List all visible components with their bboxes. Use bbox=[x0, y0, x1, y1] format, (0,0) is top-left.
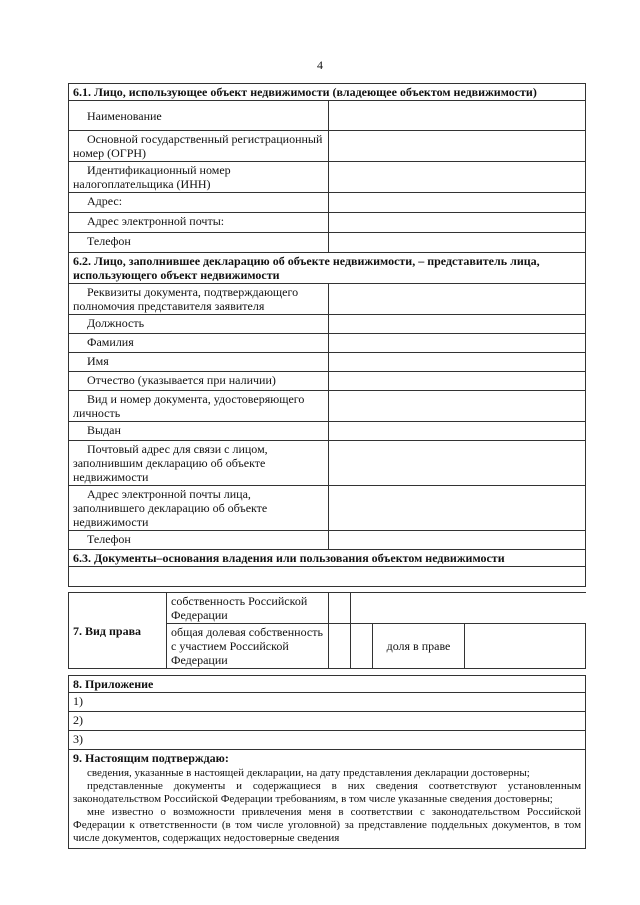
share-label: доля в праве bbox=[373, 624, 465, 669]
row-label-position: Должность bbox=[69, 315, 329, 334]
table-row bbox=[69, 422, 586, 441]
confirmation-text bbox=[69, 766, 586, 849]
section-9-body bbox=[69, 766, 586, 849]
page-number: 4 bbox=[317, 58, 323, 72]
right-option-federal: собственность Российской Федерации bbox=[167, 593, 329, 624]
attachment-item-3[interactable]: 3) bbox=[69, 731, 586, 750]
row-label-rep-phone: Телефон bbox=[69, 531, 329, 550]
section-7-title: 7. Вид права bbox=[69, 593, 167, 669]
table-row bbox=[69, 162, 586, 193]
spacer-row bbox=[69, 669, 586, 676]
right-option-shared: общая долевая собственность с участием Российской Федерации bbox=[167, 624, 329, 669]
table-row bbox=[69, 315, 586, 334]
field-ownership-documents[interactable] bbox=[69, 567, 586, 587]
table-row bbox=[69, 284, 586, 315]
section-6-1-header bbox=[69, 84, 586, 101]
section-9-title: 9. Настоящим подтверждаю: bbox=[69, 750, 586, 767]
table-row bbox=[69, 712, 586, 731]
field-email[interactable] bbox=[329, 213, 586, 233]
section-8-title: 8. Приложение bbox=[69, 676, 586, 693]
section-6-3-title: 6.3. Документы–основания владения или пользования объектом недвижимости bbox=[69, 550, 586, 567]
table-row bbox=[69, 353, 586, 372]
field-postal-address[interactable] bbox=[329, 441, 586, 486]
section-6-3-header bbox=[69, 550, 586, 567]
attachment-item-2[interactable]: 2) bbox=[69, 712, 586, 731]
checkbox-federal[interactable] bbox=[329, 593, 351, 624]
row-label-patronymic: Отчество (указывается при наличии) bbox=[69, 372, 329, 391]
table-row bbox=[69, 101, 586, 131]
field-authority-doc[interactable] bbox=[329, 284, 586, 315]
field-position[interactable] bbox=[329, 315, 586, 334]
table-row bbox=[69, 233, 586, 253]
table-row bbox=[69, 693, 586, 712]
table-row bbox=[69, 391, 586, 422]
table-row bbox=[69, 193, 586, 213]
confirmation-paragraph-1: сведения, указанные в настоящей декларации, на дату представления декларации достоверны; bbox=[87, 767, 530, 779]
field-phone[interactable] bbox=[329, 233, 586, 253]
table-row bbox=[69, 531, 586, 550]
blank-cell bbox=[351, 624, 373, 669]
section-6-2-header bbox=[69, 253, 586, 284]
row-label-rep-email: Адрес электронной почты лица, заполнившего декларацию об объекте недвижимости bbox=[69, 486, 329, 531]
field-address[interactable] bbox=[329, 193, 586, 213]
confirmation-paragraph-2: представленные документы и содержащиеся в них сведения соответствуют установленным законодательством Российской Федерации требованиям, в том числе указанные сведения достоверны; bbox=[73, 780, 582, 805]
field-rep-email[interactable] bbox=[329, 486, 586, 531]
row-label-issued: Выдан bbox=[69, 422, 329, 441]
row-label-postal-address: Почтовый адрес для связи с лицом, заполнившим декларацию об объекте недвижимости bbox=[69, 441, 329, 486]
row-label-authority-doc: Реквизиты документа, подтверждающего полномочия представителя заявителя bbox=[69, 284, 329, 315]
right-type-row-1 bbox=[69, 593, 586, 624]
field-share[interactable] bbox=[465, 624, 586, 669]
field-ogrn[interactable] bbox=[329, 131, 586, 162]
field-surname[interactable] bbox=[329, 334, 586, 353]
section-6-2-title: 6.2. Лицо, заполнившее декларацию об объекте недвижимости, – представитель лица, использующего объект недвижимости bbox=[69, 253, 586, 284]
table-row bbox=[69, 131, 586, 162]
spacer bbox=[69, 669, 586, 676]
table-row bbox=[69, 213, 586, 233]
row-label-email: Адрес электронной почты: bbox=[69, 213, 329, 233]
section-8-header bbox=[69, 676, 586, 693]
field-id-doc[interactable] bbox=[329, 391, 586, 422]
field-issued[interactable] bbox=[329, 422, 586, 441]
field-inn[interactable] bbox=[329, 162, 586, 193]
blank-cell bbox=[351, 593, 586, 624]
checkbox-shared[interactable] bbox=[329, 624, 351, 669]
row-label-inn: Идентификационный номер налогоплательщика (ИНН) bbox=[69, 162, 329, 193]
row-label-address: Адрес: bbox=[69, 193, 329, 213]
section-6-1-title: 6.1. Лицо, использующее объект недвижимости (владеющее объектом недвижимости) bbox=[69, 84, 586, 101]
attachment-item-1[interactable]: 1) bbox=[69, 693, 586, 712]
row-label-name: Наименование bbox=[69, 101, 329, 131]
section-9-header bbox=[69, 750, 586, 767]
field-name[interactable] bbox=[329, 101, 586, 131]
table-row bbox=[69, 486, 586, 531]
field-patronymic[interactable] bbox=[329, 372, 586, 391]
field-rep-phone[interactable] bbox=[329, 531, 586, 550]
row-label-phone: Телефон bbox=[69, 233, 329, 253]
row-label-surname: Фамилия bbox=[69, 334, 329, 353]
row-label-first-name: Имя bbox=[69, 353, 329, 372]
field-first-name[interactable] bbox=[329, 353, 586, 372]
table-row bbox=[69, 441, 586, 486]
confirmation-paragraph-3: мне известно о возможности привлечения меня в соответствии с законодательством Российской Федерации к ответственности (в том числе уголовной) за представление поддельных документов, в том числе документов, содержащих недостоверные сведения bbox=[73, 806, 582, 844]
row-label-id-doc: Вид и номер документа, удостоверяющего личность bbox=[69, 391, 329, 422]
table-row bbox=[69, 334, 586, 353]
table-row bbox=[69, 567, 586, 587]
row-label-ogrn: Основной государственный регистрационный номер (ОГРН) bbox=[69, 131, 329, 162]
table-row bbox=[69, 372, 586, 391]
table-row bbox=[69, 731, 586, 750]
declaration-form-table bbox=[68, 83, 586, 849]
